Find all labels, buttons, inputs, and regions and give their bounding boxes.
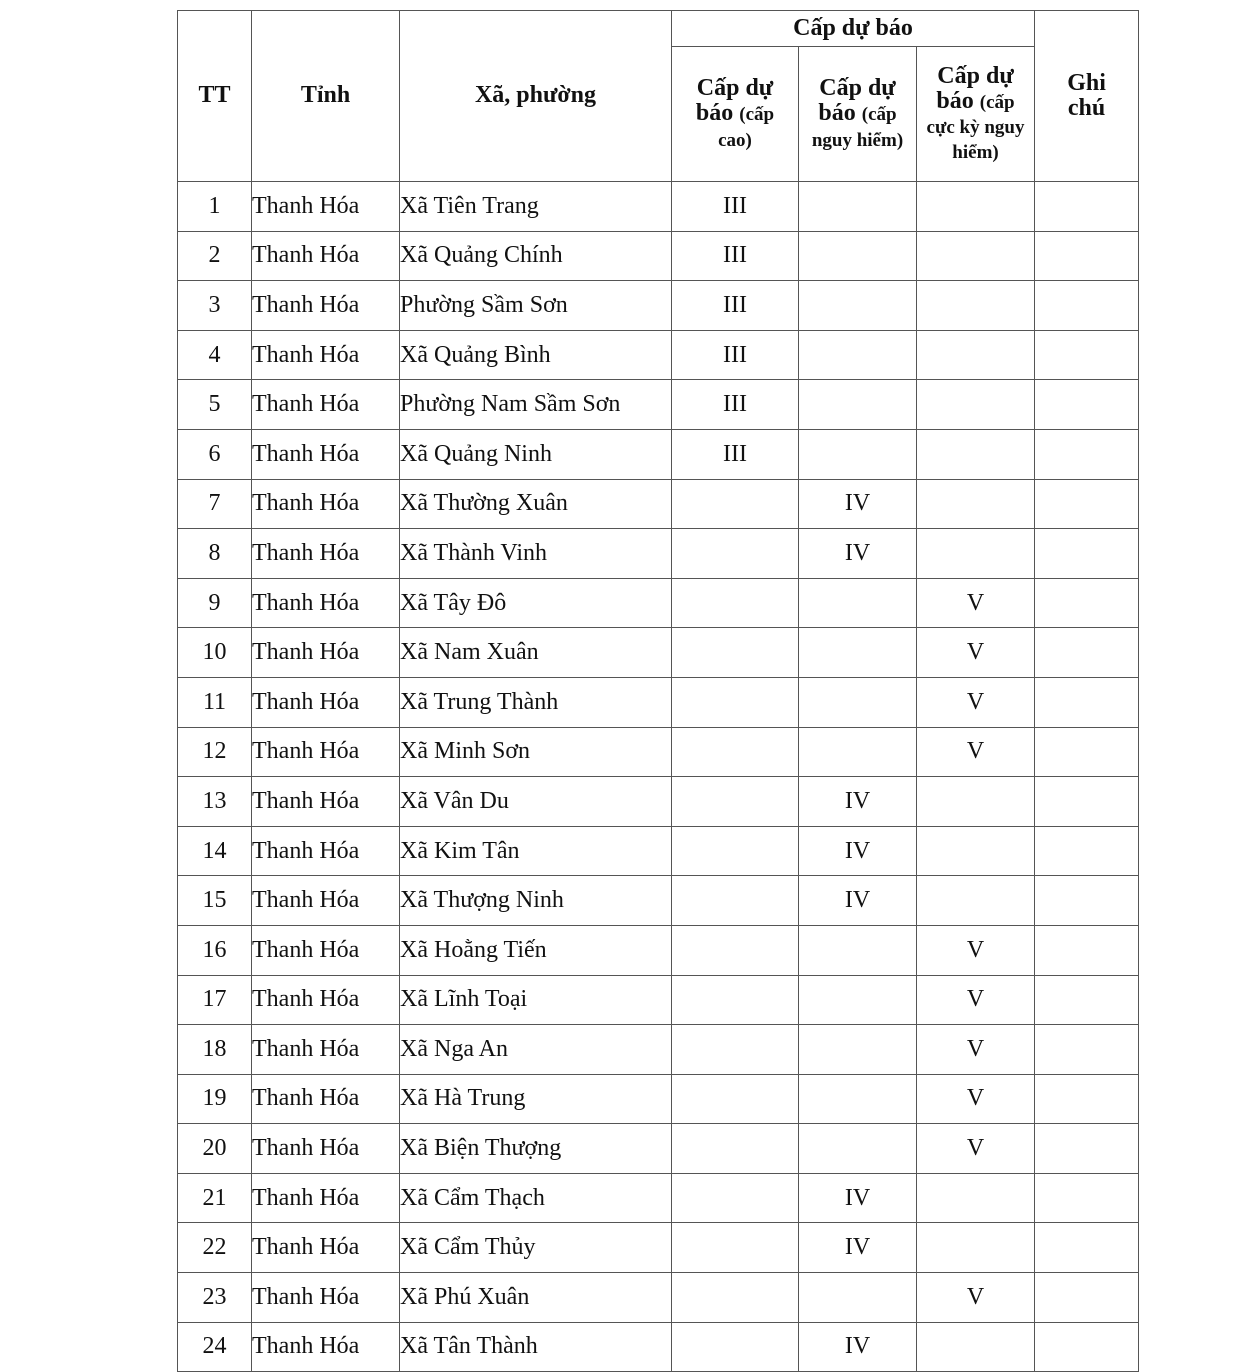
row-ward: Xã Thường Xuân (400, 479, 672, 529)
row-ward: Xã Quảng Bình (400, 330, 672, 380)
row-level-extreme (917, 330, 1035, 380)
row-level-danger (799, 677, 917, 727)
header-level-danger-sub: (cấp nguy hiểm) (811, 104, 904, 151)
row-number: 5 (178, 380, 252, 430)
header-level-high-main: Cấp dự báo (695, 75, 774, 127)
row-level-danger: IV (799, 1173, 917, 1223)
row-level-danger (799, 1124, 917, 1174)
row-level-extreme: V (917, 578, 1035, 628)
row-province: Thanh Hóa (252, 677, 400, 727)
row-level-extreme: V (917, 628, 1035, 678)
row-level-danger: IV (799, 1223, 917, 1273)
row-level-extreme (917, 826, 1035, 876)
row-province: Thanh Hóa (252, 876, 400, 926)
row-note (1035, 281, 1139, 331)
row-ward: Xã Hà Trung (400, 1074, 672, 1124)
row-level-danger (799, 182, 917, 232)
header-level-extreme-main: Cấp dự báo (936, 62, 1014, 114)
row-level-danger: IV (799, 876, 917, 926)
row-ward: Xã Vân Du (400, 777, 672, 827)
table-row (178, 380, 1139, 430)
header-level-extreme-sub: (cấp cực kỳ nguy hiểm) (926, 91, 1025, 164)
row-ward: Xã Nga An (400, 1025, 672, 1075)
row-level-extreme: V (917, 1124, 1035, 1174)
row-note (1035, 1124, 1139, 1174)
row-ward: Xã Quảng Ninh (400, 429, 672, 479)
header-level-high (672, 47, 799, 182)
header-note-label: Ghi chú (1067, 69, 1106, 121)
row-number: 9 (178, 578, 252, 628)
row-note (1035, 479, 1139, 529)
row-level-extreme (917, 1223, 1035, 1273)
row-note (1035, 876, 1139, 926)
row-level-extreme (917, 281, 1035, 331)
row-number: 18 (178, 1025, 252, 1075)
row-level-high: III (672, 380, 799, 430)
table-row (178, 1223, 1139, 1273)
row-number: 11 (178, 677, 252, 727)
row-level-high (672, 1173, 799, 1223)
row-note (1035, 1322, 1139, 1372)
row-ward: Xã Trung Thành (400, 677, 672, 727)
row-level-extreme: V (917, 1273, 1035, 1323)
row-level-high: III (672, 330, 799, 380)
row-ward: Xã Biện Thượng (400, 1124, 672, 1174)
row-level-high: III (672, 281, 799, 331)
row-level-extreme (917, 182, 1035, 232)
row-level-danger: IV (799, 777, 917, 827)
row-level-high (672, 1074, 799, 1124)
row-level-extreme: V (917, 1025, 1035, 1075)
row-note (1035, 182, 1139, 232)
row-province: Thanh Hóa (252, 1273, 400, 1323)
row-number: 1 (178, 182, 252, 232)
row-note (1035, 628, 1139, 678)
row-note (1035, 777, 1139, 827)
row-level-danger (799, 578, 917, 628)
row-level-extreme: V (917, 975, 1035, 1025)
header-level-high-sub: (cấp cao) (718, 104, 775, 151)
table-row (178, 925, 1139, 975)
row-ward: Xã Cẩm Thạch (400, 1173, 672, 1223)
table-row (178, 826, 1139, 876)
row-province: Thanh Hóa (252, 727, 400, 777)
row-ward: Phường Nam Sầm Sơn (400, 380, 672, 430)
row-level-high (672, 1322, 799, 1372)
row-number: 20 (178, 1124, 252, 1174)
row-province: Thanh Hóa (252, 281, 400, 331)
row-level-danger (799, 925, 917, 975)
row-province: Thanh Hóa (252, 777, 400, 827)
header-province: Tỉnh (252, 11, 400, 182)
row-note (1035, 529, 1139, 579)
header-forecast-group: Cấp dự báo (672, 11, 1035, 47)
row-province: Thanh Hóa (252, 628, 400, 678)
row-note (1035, 1223, 1139, 1273)
row-ward: Xã Minh Sơn (400, 727, 672, 777)
row-note (1035, 826, 1139, 876)
row-province: Thanh Hóa (252, 826, 400, 876)
row-province: Thanh Hóa (252, 578, 400, 628)
row-level-danger (799, 281, 917, 331)
table-row (178, 1025, 1139, 1075)
row-level-high (672, 578, 799, 628)
row-level-high (672, 677, 799, 727)
table-row (178, 182, 1139, 232)
row-level-high (672, 1124, 799, 1174)
row-level-danger: IV (799, 529, 917, 579)
row-province: Thanh Hóa (252, 1124, 400, 1174)
row-level-extreme (917, 380, 1035, 430)
forecast-table (177, 10, 1139, 1372)
row-ward: Xã Tiên Trang (400, 182, 672, 232)
row-level-high (672, 876, 799, 926)
row-number: 2 (178, 231, 252, 281)
row-number: 16 (178, 925, 252, 975)
row-province: Thanh Hóa (252, 1173, 400, 1223)
row-province: Thanh Hóa (252, 529, 400, 579)
row-ward: Xã Lĩnh Toại (400, 975, 672, 1025)
row-level-extreme: V (917, 727, 1035, 777)
header-tt: TT (178, 11, 252, 182)
row-level-extreme (917, 876, 1035, 926)
row-level-extreme: V (917, 677, 1035, 727)
row-level-danger (799, 1025, 917, 1075)
row-note (1035, 925, 1139, 975)
row-note (1035, 1025, 1139, 1075)
row-note (1035, 429, 1139, 479)
row-note (1035, 330, 1139, 380)
row-level-extreme: V (917, 1074, 1035, 1124)
row-number: 4 (178, 330, 252, 380)
row-province: Thanh Hóa (252, 330, 400, 380)
row-note (1035, 975, 1139, 1025)
table-row (178, 777, 1139, 827)
row-ward: Xã Phú Xuân (400, 1273, 672, 1323)
table-row (178, 975, 1139, 1025)
table-row (178, 529, 1139, 579)
row-number: 19 (178, 1074, 252, 1124)
row-ward: Xã Hoằng Tiến (400, 925, 672, 975)
header-ward: Xã, phường (400, 11, 672, 182)
table-row (178, 578, 1139, 628)
row-ward: Xã Quảng Chính (400, 231, 672, 281)
header-level-danger-main: Cấp dự báo (818, 75, 896, 127)
row-province: Thanh Hóa (252, 1223, 400, 1273)
row-level-high: III (672, 429, 799, 479)
table-row (178, 727, 1139, 777)
row-province: Thanh Hóa (252, 1025, 400, 1075)
row-number: 10 (178, 628, 252, 678)
row-number: 21 (178, 1173, 252, 1223)
header-note (1035, 11, 1139, 182)
row-number: 24 (178, 1322, 252, 1372)
table-row (178, 677, 1139, 727)
row-level-extreme (917, 777, 1035, 827)
row-province: Thanh Hóa (252, 429, 400, 479)
row-number: 15 (178, 876, 252, 926)
row-level-danger (799, 975, 917, 1025)
table-row (178, 429, 1139, 479)
table-row (178, 330, 1139, 380)
row-level-danger (799, 380, 917, 430)
row-ward: Phường Sầm Sơn (400, 281, 672, 331)
row-number: 22 (178, 1223, 252, 1273)
table-row (178, 1074, 1139, 1124)
table-body (178, 182, 1139, 1372)
row-level-high (672, 1025, 799, 1075)
row-level-extreme (917, 1322, 1035, 1372)
row-level-danger (799, 330, 917, 380)
row-level-high (672, 1223, 799, 1273)
row-province: Thanh Hóa (252, 925, 400, 975)
row-level-danger: IV (799, 1322, 917, 1372)
row-level-extreme (917, 1173, 1035, 1223)
row-level-high (672, 727, 799, 777)
row-level-danger (799, 1074, 917, 1124)
row-note (1035, 727, 1139, 777)
row-level-high (672, 826, 799, 876)
row-note (1035, 1173, 1139, 1223)
row-province: Thanh Hóa (252, 1322, 400, 1372)
row-level-extreme (917, 529, 1035, 579)
row-level-extreme (917, 231, 1035, 281)
row-level-high (672, 628, 799, 678)
row-level-danger: IV (799, 826, 917, 876)
row-province: Thanh Hóa (252, 975, 400, 1025)
row-note (1035, 1273, 1139, 1323)
row-level-extreme (917, 479, 1035, 529)
row-level-danger: IV (799, 479, 917, 529)
row-number: 8 (178, 529, 252, 579)
table-row (178, 876, 1139, 926)
row-note (1035, 1074, 1139, 1124)
row-level-danger (799, 628, 917, 678)
header-level-extreme (917, 47, 1035, 182)
row-ward: Xã Thượng Ninh (400, 876, 672, 926)
row-level-high (672, 529, 799, 579)
header-level-danger (799, 47, 917, 182)
row-ward: Xã Thành Vinh (400, 529, 672, 579)
row-level-high (672, 975, 799, 1025)
row-province: Thanh Hóa (252, 380, 400, 430)
row-province: Thanh Hóa (252, 479, 400, 529)
row-level-danger (799, 429, 917, 479)
row-ward: Xã Nam Xuân (400, 628, 672, 678)
table-header (178, 11, 1139, 182)
row-note (1035, 380, 1139, 430)
row-number: 7 (178, 479, 252, 529)
row-level-high: III (672, 231, 799, 281)
table-row (178, 1322, 1139, 1372)
row-number: 13 (178, 777, 252, 827)
row-level-extreme (917, 429, 1035, 479)
row-ward: Xã Tân Thành (400, 1322, 672, 1372)
table-row (178, 1173, 1139, 1223)
row-province: Thanh Hóa (252, 1074, 400, 1124)
row-province: Thanh Hóa (252, 231, 400, 281)
row-province: Thanh Hóa (252, 182, 400, 232)
row-note (1035, 231, 1139, 281)
table-row (178, 281, 1139, 331)
row-number: 6 (178, 429, 252, 479)
row-level-danger (799, 727, 917, 777)
row-ward: Xã Tây Đô (400, 578, 672, 628)
row-number: 23 (178, 1273, 252, 1323)
row-note (1035, 578, 1139, 628)
table-row (178, 231, 1139, 281)
row-level-high (672, 479, 799, 529)
table-row (178, 479, 1139, 529)
table-row (178, 1273, 1139, 1323)
row-level-high: III (672, 182, 799, 232)
row-level-danger (799, 231, 917, 281)
row-level-danger (799, 1273, 917, 1323)
row-level-high (672, 1273, 799, 1323)
table-row (178, 628, 1139, 678)
table-row (178, 1124, 1139, 1174)
row-number: 14 (178, 826, 252, 876)
row-ward: Xã Kim Tân (400, 826, 672, 876)
row-number: 12 (178, 727, 252, 777)
row-number: 17 (178, 975, 252, 1025)
row-level-high (672, 777, 799, 827)
row-note (1035, 677, 1139, 727)
row-level-high (672, 925, 799, 975)
row-number: 3 (178, 281, 252, 331)
row-level-extreme: V (917, 925, 1035, 975)
row-ward: Xã Cẩm Thủy (400, 1223, 672, 1273)
